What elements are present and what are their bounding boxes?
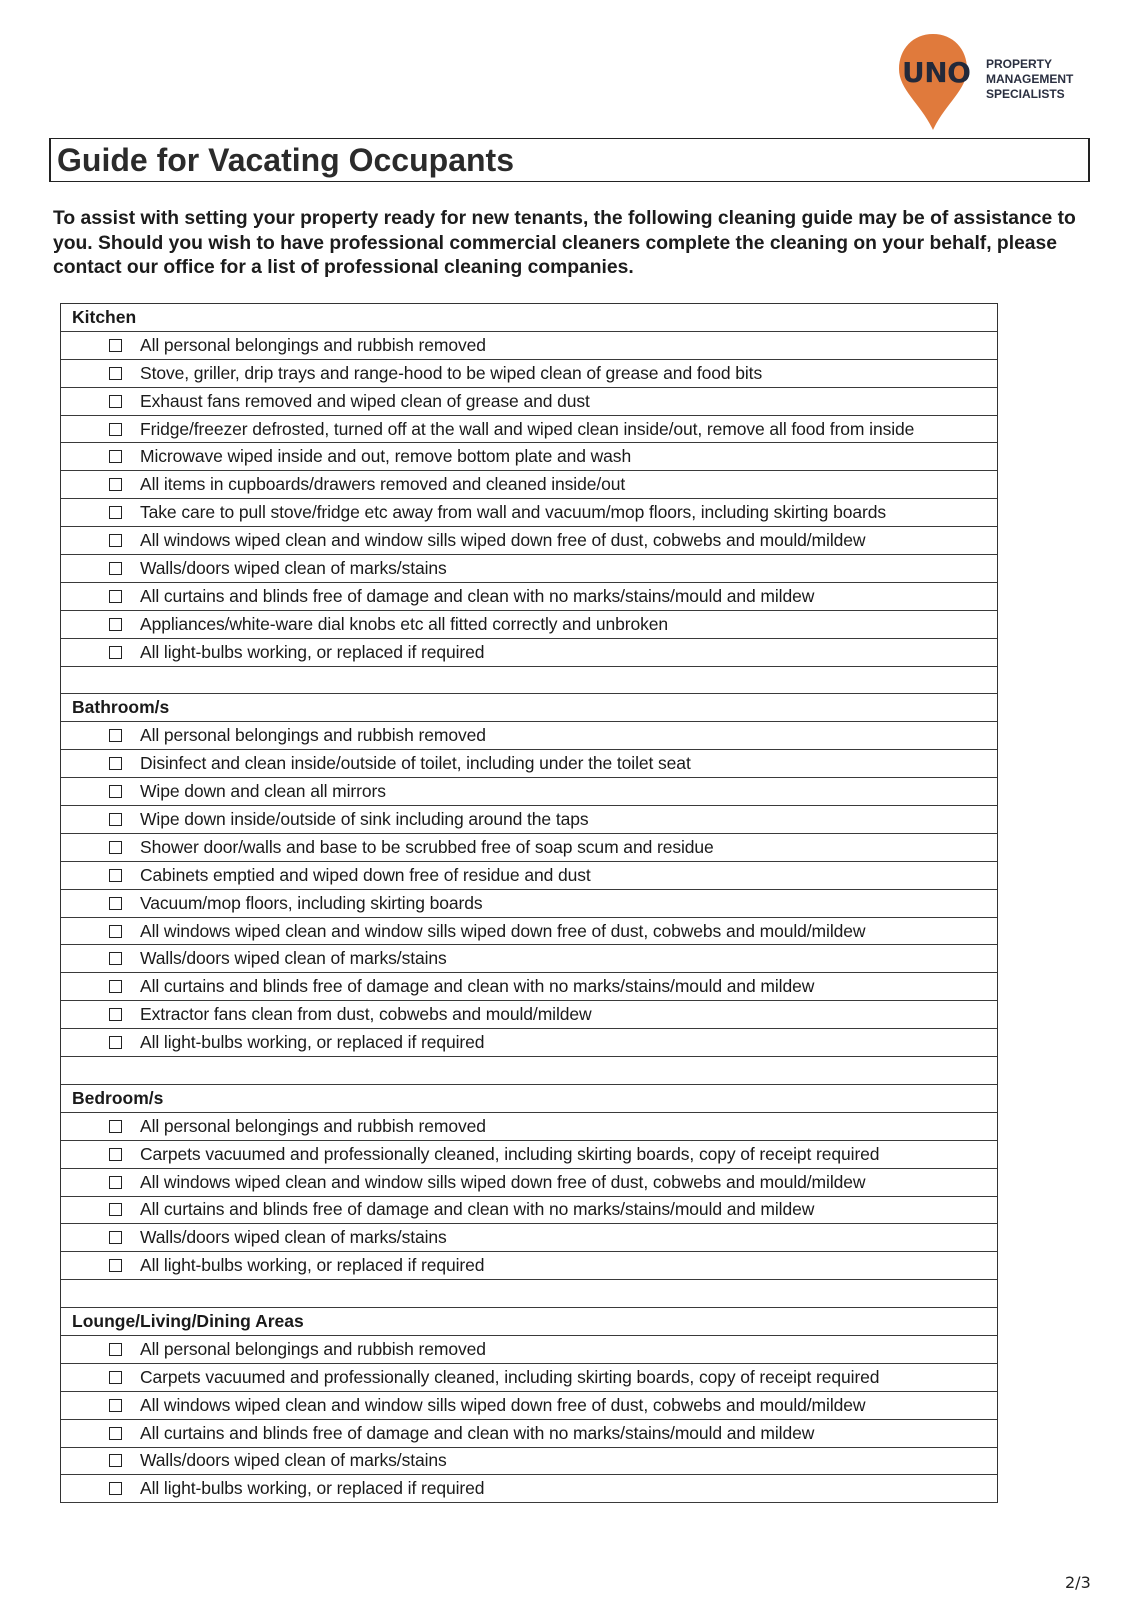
checkbox[interactable]	[109, 952, 122, 965]
checklist-item	[61, 583, 997, 611]
checkbox[interactable]	[109, 1148, 122, 1161]
checklist-item-label: Exhaust fans removed and wiped clean of grease and dust	[140, 390, 590, 411]
checklist-item-label: Microwave wiped inside and out, remove bottom plate and wash	[140, 446, 632, 467]
checkbox[interactable]	[109, 1259, 122, 1272]
checkbox[interactable]	[109, 423, 122, 436]
checklist-item-label: Carpets vacuumed and professionally cleaned, including skirting boards, copy of receipt required	[140, 1366, 880, 1387]
checkbox[interactable]	[109, 813, 122, 826]
checkbox[interactable]	[109, 562, 122, 575]
checklist-item-label: Cabinets emptied and wiped down free of residue and dust	[140, 864, 591, 885]
checklist-item-label: All light-bulbs working, or replaced if required	[140, 1478, 485, 1499]
page-title: Guide for Vacating Occupants	[57, 142, 514, 178]
checkbox[interactable]	[109, 1454, 122, 1467]
checklist-item	[61, 1113, 997, 1141]
checklist-item	[61, 1197, 997, 1225]
checklist-item-label: Disinfect and clean inside/outside of toilet, including under the toilet seat	[140, 753, 691, 774]
checklist-item	[61, 778, 997, 806]
checklist-item	[61, 834, 997, 862]
checklist-item-label: All personal belongings and rubbish removed	[140, 1115, 486, 1136]
checklist-item	[61, 1224, 997, 1252]
checklist-item-label: All curtains and blinds free of damage and clean with no marks/stains/mould and mildew	[140, 976, 815, 997]
checklist-item-label: Appliances/white-ware dial knobs etc all fitted correctly and unbroken	[140, 613, 669, 634]
page-number: 2/3	[1065, 1573, 1091, 1592]
checklist-item	[61, 1420, 997, 1448]
checkbox[interactable]	[109, 506, 122, 519]
checklist-item-label: All light-bulbs working, or replaced if required	[140, 641, 485, 662]
checkbox[interactable]	[109, 869, 122, 882]
checkbox[interactable]	[109, 1482, 122, 1495]
logo-line: SPECIALISTS	[986, 87, 1065, 101]
checklist-item-label: Walls/doors wiped clean of marks/stains	[140, 1450, 447, 1471]
spacer-row	[61, 667, 997, 695]
checkbox[interactable]	[109, 925, 122, 938]
checklist-item	[61, 945, 997, 973]
checklist-item	[61, 1336, 997, 1364]
checkbox[interactable]	[109, 646, 122, 659]
checklist-item-label: All curtains and blinds free of damage and clean with no marks/stains/mould and mildew	[140, 1199, 815, 1220]
checkbox[interactable]	[109, 1176, 122, 1189]
checklist-item-label: Wipe down inside/outside of sink including around the taps	[140, 808, 589, 829]
checkbox[interactable]	[109, 1203, 122, 1216]
checkbox[interactable]	[109, 1371, 122, 1384]
checklist-item	[61, 360, 997, 388]
checklist-item	[61, 332, 997, 360]
checklist-item-label: All personal belongings and rubbish removed	[140, 334, 486, 355]
checkbox[interactable]	[109, 785, 122, 798]
intro-paragraph: To assist with setting your property ready for new tenants, the following cleaning guide may be of assistance to you. Should you wish to have professional commercial cleaners complete the cleaning on your behalf, please contact our office for a list of professional cleaning companies.	[53, 208, 1076, 278]
checklist-item-label: All windows wiped clean and window sills wiped down free of dust, cobwebs and mould/mildew	[140, 530, 866, 551]
checkbox[interactable]	[109, 450, 122, 463]
checklist-item-label: Take care to pull stove/fridge etc away from wall and vacuum/mop floors, including skirting boards	[140, 502, 886, 523]
checklist-item	[61, 1392, 997, 1420]
logo-mark: UNO	[902, 56, 971, 89]
checkbox[interactable]	[109, 478, 122, 491]
checkbox[interactable]	[109, 729, 122, 742]
checkbox[interactable]	[109, 1036, 122, 1049]
checklist-item	[61, 443, 997, 471]
checkbox[interactable]	[109, 1399, 122, 1412]
checklist-item-label: Walls/doors wiped clean of marks/stains	[140, 557, 447, 578]
checkbox[interactable]	[109, 897, 122, 910]
checklist-item-label: Extractor fans clean from dust, cobwebs and mould/mildew	[140, 1004, 592, 1025]
checklist-item	[61, 722, 997, 750]
checklist-item	[61, 862, 997, 890]
checkbox[interactable]	[109, 1231, 122, 1244]
checkbox[interactable]	[109, 367, 122, 380]
cleaning-checklist	[60, 303, 998, 1503]
checklist-item-label: All personal belongings and rubbish removed	[140, 725, 486, 746]
checklist-item	[61, 1001, 997, 1029]
section-heading: Kitchen	[61, 304, 997, 332]
checklist-item	[61, 806, 997, 834]
checklist-item-label: Vacuum/mop floors, including skirting boards	[140, 892, 483, 913]
title-box	[49, 138, 1090, 182]
spacer-row	[61, 1057, 997, 1085]
checklist-item-label: All curtains and blinds free of damage and clean with no marks/stains/mould and mildew	[140, 1422, 815, 1443]
checklist-item-label: Shower door/walls and base to be scrubbed free of soap scum and residue	[140, 836, 714, 857]
checklist-item-label: All light-bulbs working, or replaced if required	[140, 1255, 485, 1276]
checklist-item	[61, 1252, 997, 1280]
checklist-item	[61, 890, 997, 918]
checklist-item-label: All windows wiped clean and window sills wiped down free of dust, cobwebs and mould/mildew	[140, 1394, 866, 1415]
section-heading: Bedroom/s	[61, 1085, 997, 1113]
spacer-row	[61, 1280, 997, 1308]
checkbox[interactable]	[109, 841, 122, 854]
checklist-item	[61, 918, 997, 946]
checklist-item	[61, 1475, 997, 1503]
checkbox[interactable]	[109, 339, 122, 352]
checklist-item	[61, 973, 997, 1001]
checklist-item-label: All windows wiped clean and window sills wiped down free of dust, cobwebs and mould/mildew	[140, 1171, 866, 1192]
checkbox[interactable]	[109, 618, 122, 631]
section-heading: Lounge/Living/Dining Areas	[61, 1308, 997, 1336]
checkbox[interactable]	[109, 1427, 122, 1440]
logo-wordmark	[986, 57, 1073, 102]
checkbox[interactable]	[109, 757, 122, 770]
checklist-item	[61, 1141, 997, 1169]
checklist-item	[61, 1029, 997, 1057]
checkbox[interactable]	[109, 980, 122, 993]
checkbox[interactable]	[109, 1343, 122, 1356]
checklist-item	[61, 611, 997, 639]
checkbox[interactable]	[109, 1120, 122, 1133]
company-logo	[896, 32, 1096, 132]
checklist-item	[61, 1169, 997, 1197]
checkbox[interactable]	[109, 395, 122, 408]
checklist-item	[61, 1364, 997, 1392]
checklist-item-label: Wipe down and clean all mirrors	[140, 781, 386, 802]
checklist-item	[61, 471, 997, 499]
checklist-item-label: Carpets vacuumed and professionally cleaned, including skirting boards, copy of receipt required	[140, 1143, 880, 1164]
checklist-item	[61, 1448, 997, 1476]
checklist-item	[61, 750, 997, 778]
checklist-item	[61, 499, 997, 527]
checklist-item-label: All curtains and blinds free of damage and clean with no marks/stains/mould and mildew	[140, 585, 815, 606]
map-pin-icon	[896, 32, 970, 132]
checklist-item-label: Stove, griller, drip trays and range-hood to be wiped clean of grease and food bits	[140, 362, 763, 383]
logo-line: PROPERTY	[986, 57, 1053, 71]
checklist-item	[61, 388, 997, 416]
checklist-item	[61, 555, 997, 583]
checkbox[interactable]	[109, 534, 122, 547]
checklist-item	[61, 527, 997, 555]
checklist-item	[61, 639, 997, 667]
logo-line: MANAGEMENT	[986, 72, 1074, 86]
checklist-item-label: Walls/doors wiped clean of marks/stains	[140, 948, 447, 969]
checklist-item-label: All items in cupboards/drawers removed and cleaned inside/out	[140, 474, 626, 495]
checkbox[interactable]	[109, 590, 122, 603]
checklist-item-label: All windows wiped clean and window sills wiped down free of dust, cobwebs and mould/mildew	[140, 920, 866, 941]
checklist-item-label: All personal belongings and rubbish removed	[140, 1338, 486, 1359]
checklist-item-label: Walls/doors wiped clean of marks/stains	[140, 1227, 447, 1248]
checkbox[interactable]	[109, 1008, 122, 1021]
checklist-item-label: All light-bulbs working, or replaced if required	[140, 1032, 485, 1053]
checklist-item-label: Fridge/freezer defrosted, turned off at the wall and wiped clean inside/out, remove all food from inside	[140, 418, 915, 439]
section-heading: Bathroom/s	[61, 694, 997, 722]
checklist-item	[61, 416, 997, 444]
